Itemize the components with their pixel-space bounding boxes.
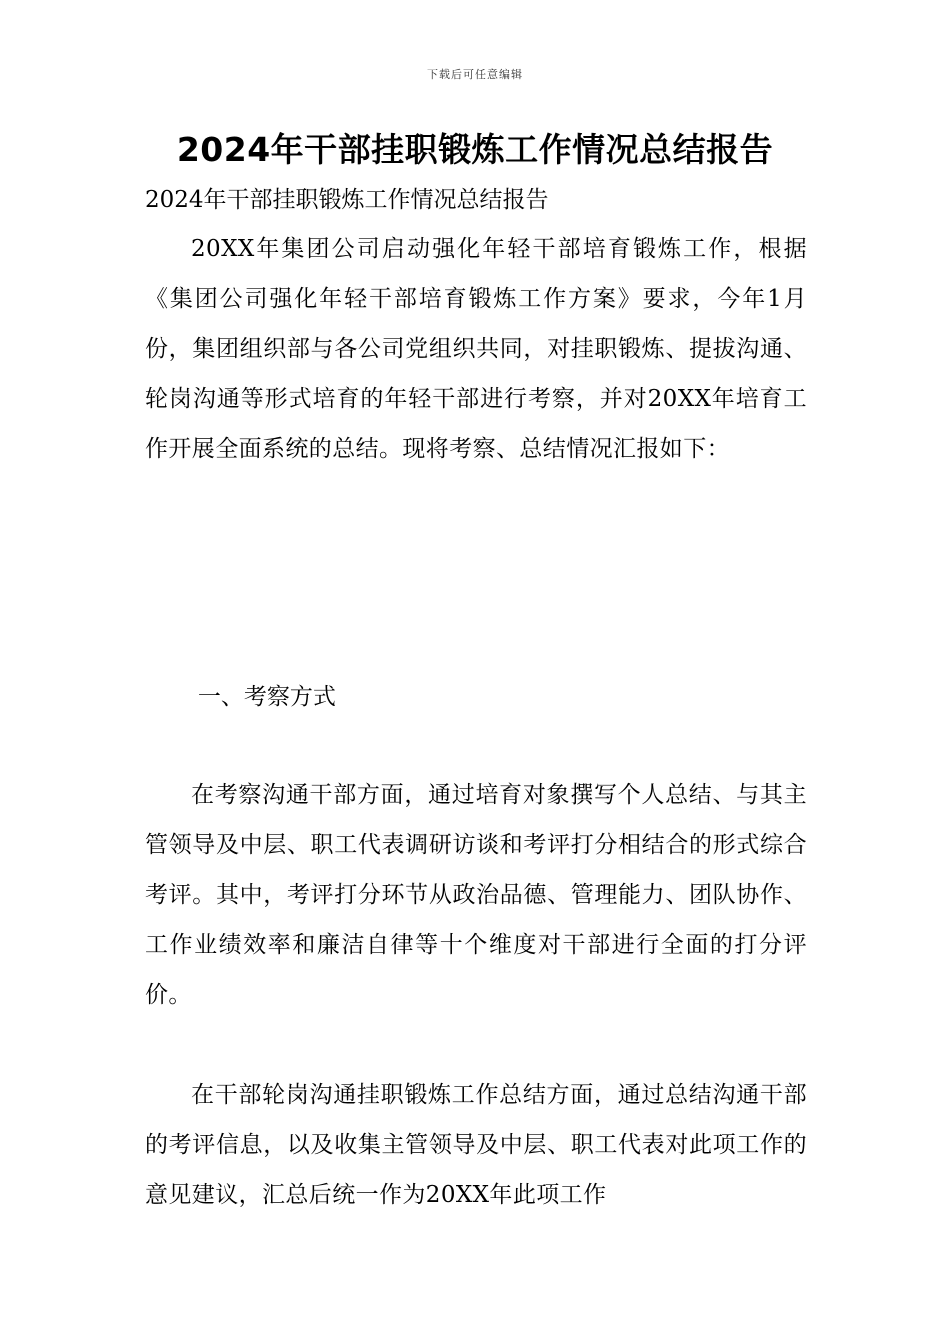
body-paragraph-1: 在考察沟通干部方面，通过培育对象撰写个人总结、与其主管领导及中层、职工代表调研访谈和考评打分相结合的形式综合考评。其中，考评打分环节从政治品德、管理能力、团队协作、工作业绩效率和廉洁自律等十个维度对干部进行全面的打分评价。: [145, 782, 807, 1008]
document-title: 2024年干部挂职锻炼工作情况总结报告: [176, 130, 774, 169]
body-paragraph-2: 在干部轮岗沟通挂职锻炼工作总结方面，通过总结沟通干部的考评信息，以及收集主管领导及中层、职工代表对此项工作的意见建议，汇总后统一作为20XX年此项工作: [145, 1082, 807, 1208]
section-heading: 一、考察方式: [197, 684, 336, 710]
header-note: 下载后可任意编辑: [427, 68, 523, 81]
document-subtitle: 2024年干部挂职锻炼工作情况总结报告: [145, 187, 549, 213]
intro-paragraph: 20XX年集团公司启动强化年轻干部培育锻炼工作，根据《集团公司强化年轻干部培育锻炼工作方案》要求，今年1月份，集团组织部与各公司党组织共同，对挂职锻炼、提拔沟通、轮岗沟通等形式培育的年轻干部进行考察，并对20XX年培育工作开展全面系统的总结。现将考察、总结情况汇报如下：: [145, 236, 807, 462]
